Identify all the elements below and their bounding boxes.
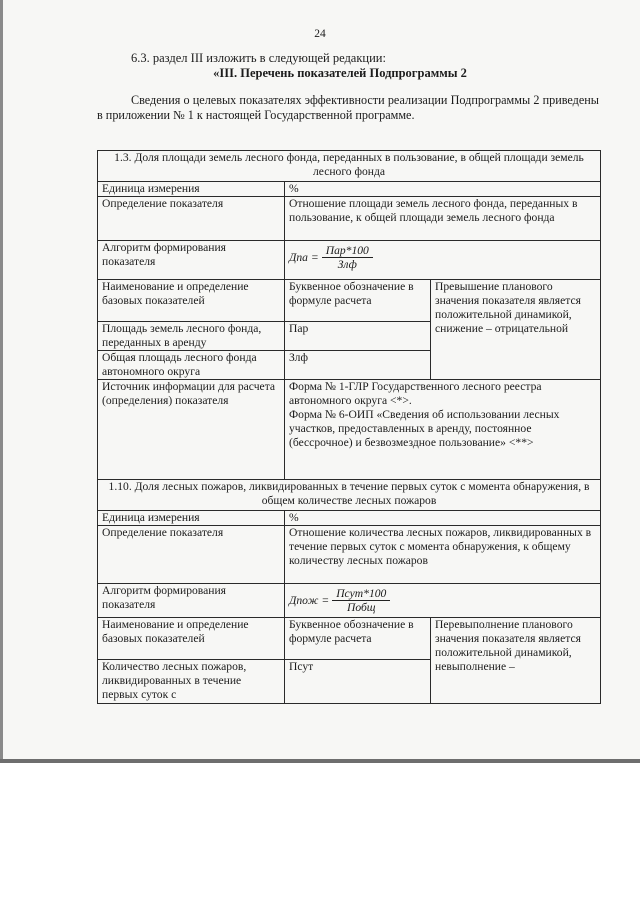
- table-row: [98, 584, 601, 618]
- source-value: [285, 380, 601, 480]
- source-line: Форма № 6-ОИП «Сведения об использовании лесных участков, предоставленных в аренду, постоянное (бессрочное) и безвозмездное пользование» <**>: [289, 408, 560, 449]
- algorithm-label: Алгоритм формирования показателя: [98, 584, 285, 618]
- algorithm-label: Алгоритм формирования показателя: [98, 241, 285, 280]
- formula-denominator: Злф: [337, 258, 357, 271]
- table-row: [98, 480, 601, 511]
- section-title: «III. Перечень показателей Подпрограммы 2: [213, 66, 467, 80]
- base-indicator-name: Количество лесных пожаров, ликвидированных в течение первых суток с: [98, 660, 285, 704]
- indicator-1-title: 1.3. Доля площади земель лесного фонда, переданных в пользование, в общей площади земель лесного фонда: [98, 151, 601, 182]
- definition-label: Определение показателя: [98, 197, 285, 241]
- base-indicator-name: Общая площадь лесного фонда автономного округа: [98, 351, 285, 380]
- base-indicator-name: Площадь земель лесного фонда, переданных в аренду: [98, 322, 285, 351]
- table-row: [98, 151, 601, 182]
- unit-value: %: [285, 511, 601, 526]
- source-line: Форма № 1-ГЛР Государственного лесного реестра автономного округа <*>.: [289, 380, 542, 407]
- table-row: [98, 380, 601, 480]
- base-indicators-label: Наименование и определение базовых показателей: [98, 618, 285, 660]
- formula-lhs: Дпа =: [289, 251, 319, 264]
- formula: [285, 584, 601, 618]
- formula-denominator: Побщ: [346, 601, 376, 614]
- base-indicators-label: Наименование и определение базовых показателей: [98, 280, 285, 322]
- formula: [285, 241, 601, 280]
- formula-lhs: Дпож =: [289, 594, 330, 607]
- unit-label: Единица измерения: [98, 511, 285, 526]
- base-indicator-symbol: Псут: [285, 660, 431, 704]
- page-number: 24: [314, 28, 326, 40]
- intro-paragraph: Сведения о целевых показателях эффективности реализации Подпрограммы 2 приведены в приложении № 1 к настоящей Государственной программе.: [97, 93, 599, 122]
- table-row: [98, 241, 601, 280]
- intro-line: 6.3. раздел III изложить в следующей редакции:: [131, 51, 386, 65]
- definition-label: Определение показателя: [98, 526, 285, 584]
- definition-value: Отношение количества лесных пожаров, ликвидированных в течение первых суток с момента обнаружения, к общему количеству лесных пожаров: [285, 526, 601, 584]
- source-label: Источник информации для расчета (определения) показателя: [98, 380, 285, 480]
- formula-numerator: Псут*100: [332, 587, 390, 601]
- table-row: [98, 511, 601, 526]
- formula-numerator: Пар*100: [322, 244, 373, 258]
- indicators-table: [97, 150, 601, 704]
- unit-value: %: [285, 182, 601, 197]
- definition-value: Отношение площади земель лесного фонда, переданных в пользование, к общей площади земель лесного фонда: [285, 197, 601, 241]
- table-row: [98, 182, 601, 197]
- table-row: [98, 526, 601, 584]
- unit-label: Единица измерения: [98, 182, 285, 197]
- base-indicator-symbol: Злф: [285, 351, 431, 380]
- dynamics-note: Превышение планового значения показателя является положительной динамикой, снижение – отрицательной: [431, 280, 601, 380]
- table-row: [98, 618, 601, 660]
- dynamics-note: Перевыполнение планового значения показателя является положительной динамикой, невыполнение –: [431, 618, 601, 704]
- letter-designation-label: Буквенное обозначение в формуле расчета: [285, 280, 431, 322]
- letter-designation-label: Буквенное обозначение в формуле расчета: [285, 618, 431, 660]
- table-row: [98, 197, 601, 241]
- table-row: [98, 280, 601, 322]
- base-indicator-symbol: Пар: [285, 322, 431, 351]
- indicator-2-title: 1.10. Доля лесных пожаров, ликвидированных в течение первых суток с момента обнаружения, в общем количестве лесных пожаров: [98, 480, 601, 511]
